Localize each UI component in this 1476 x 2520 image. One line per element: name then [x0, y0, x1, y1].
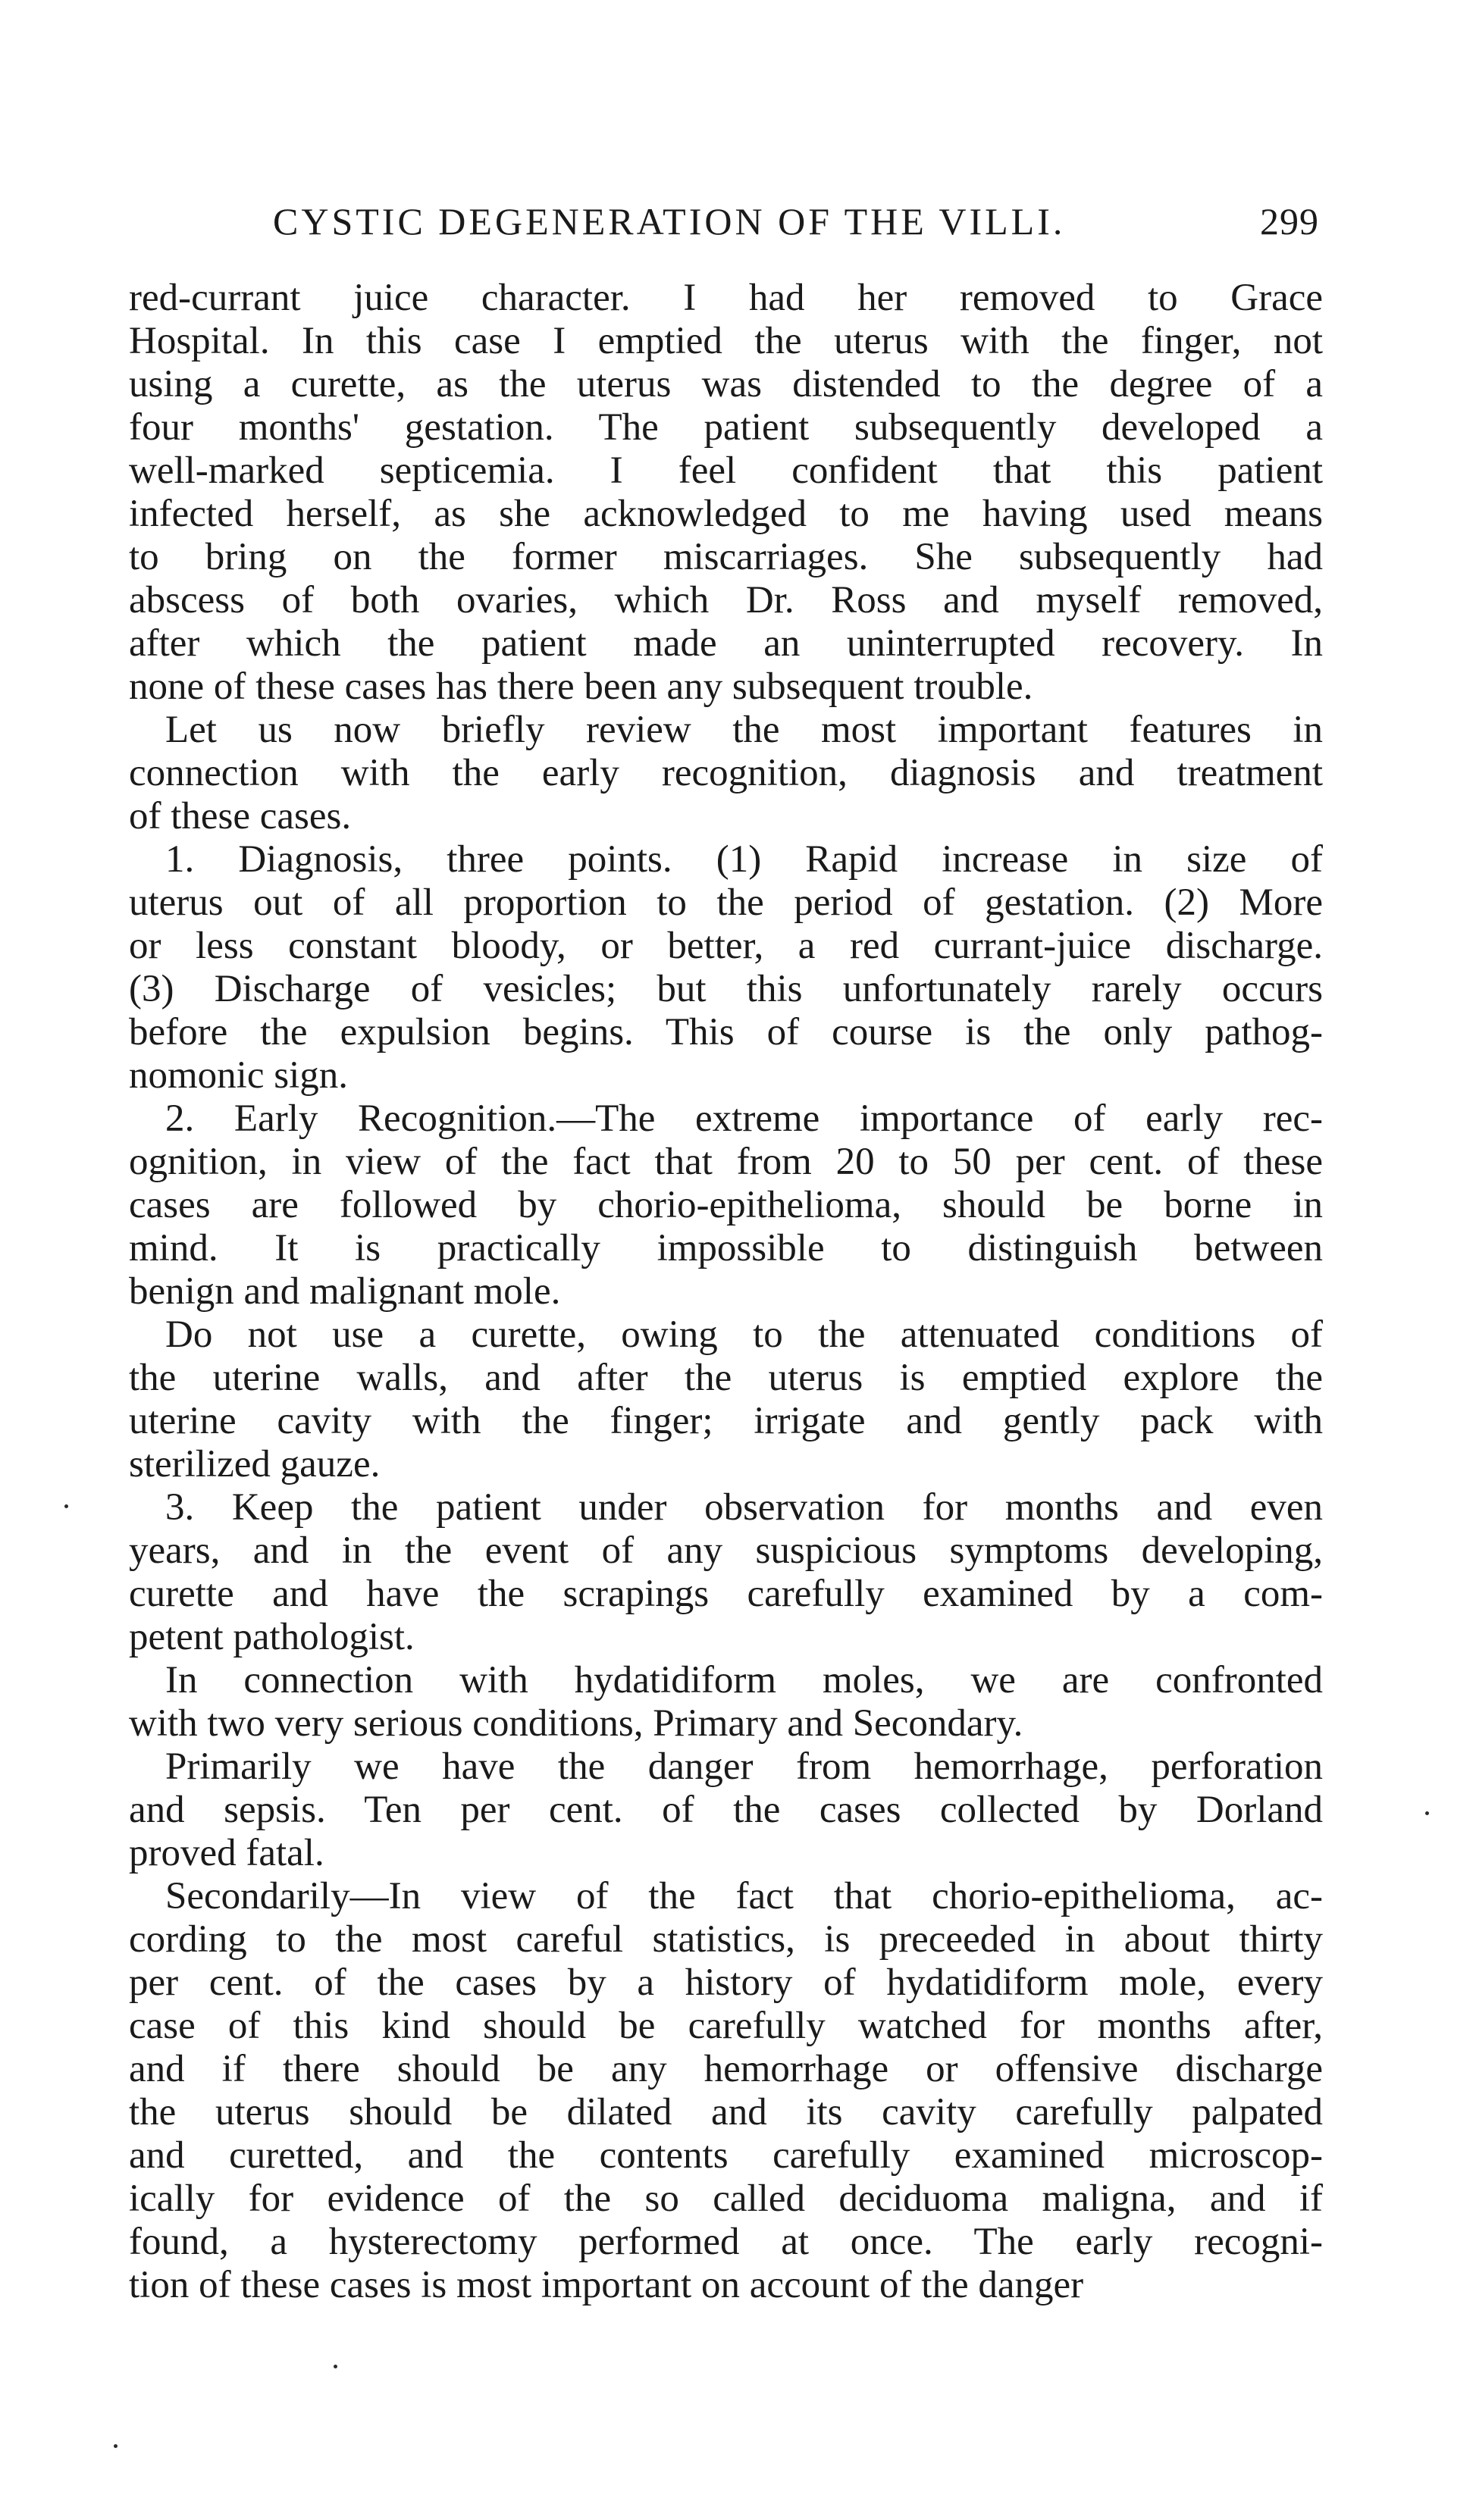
text-line: to bring on the former miscarriages. She subsequently had — [129, 536, 1323, 578]
text-line: benign and malignant mole. — [129, 1270, 561, 1313]
text-line: infected herself, as she acknowledged to me having used means — [129, 493, 1323, 535]
paragraph — [129, 1313, 1323, 1486]
text-line: Let us now briefly review the most important features in — [165, 709, 1323, 751]
text-line: tion of these cases is most important on account of the danger — [129, 2264, 1084, 2306]
text-line: or less constant bloody, or better, a red currant-juice discharge. — [129, 925, 1323, 967]
text-line: (3) Discharge of vesicles; but this unfortunately rarely occurs — [129, 968, 1323, 1010]
text-line: four months' gestation. The patient subsequently developed a — [129, 406, 1323, 449]
text-line: found, a hysterectomy performed at once. The early recogni- — [129, 2221, 1323, 2263]
text-line: ognition, in view of the fact that from 20 to 50 per cent. of these — [129, 1141, 1323, 1183]
text-line: petent pathologist. — [129, 1616, 415, 1658]
text-line: none of these cases has there been any subsequent trouble. — [129, 665, 1033, 708]
text-line: well-marked septicemia. I feel confident that this patient — [129, 449, 1323, 492]
text-line: Do not use a curette, owing to the attenuated conditions of — [165, 1313, 1323, 1356]
paragraph — [129, 1097, 1323, 1313]
paragraph — [129, 1659, 1323, 1745]
text-line: the uterine walls, and after the uterus is emptied explore the — [129, 1357, 1323, 1399]
text-line: with two very serious conditions, Primary and Secondary. — [129, 1702, 1023, 1745]
text-line: the uterus should be dilated and its cavity carefully palpated — [129, 2091, 1323, 2133]
text-line: using a curette, as the uterus was distended to the degree of a — [129, 363, 1323, 405]
text-line: case of this kind should be carefully watched for months after, — [129, 2005, 1323, 2047]
text-line: In connection with hydatidiform moles, we are confronted — [165, 1659, 1323, 1701]
text-line: and sepsis. Ten per cent. of the cases collected by Dorland — [129, 1789, 1323, 1831]
text-line: cording to the most careful statistics, is preceeded in about thirty — [129, 1918, 1323, 1961]
print-speck — [334, 2365, 337, 2368]
text-line: abscess of both ovaries, which Dr. Ross and myself removed, — [129, 579, 1323, 621]
paragraph — [129, 838, 1323, 1097]
text-line: of these cases. — [129, 795, 352, 837]
print-speck — [1425, 1811, 1429, 1815]
paragraph — [129, 709, 1323, 838]
text-line: per cent. of the cases by a history of hydatidiform mole, every — [129, 1961, 1323, 2004]
text-line: red-currant juice character. I had her removed to Grace — [129, 277, 1323, 319]
text-line: mind. It is practically impossible to distinguish between — [129, 1227, 1323, 1269]
print-speck — [114, 2444, 118, 2448]
text-line: 3. Keep the patient under observation for months and even — [165, 1486, 1323, 1529]
paragraph — [129, 277, 1323, 709]
text-line: and curetted, and the contents carefully examined microscop- — [129, 2134, 1323, 2177]
running-head — [273, 199, 1319, 244]
text-line: and if there should be any hemorrhage or offensive discharge — [129, 2048, 1323, 2090]
text-line: ically for evidence of the so called deciduoma maligna, and if — [129, 2177, 1323, 2220]
text-line: 1. Diagnosis, three points. (1) Rapid increase in size of — [165, 838, 1323, 881]
page-number: 299 — [1260, 200, 1319, 243]
paragraph — [129, 1486, 1323, 1659]
running-title: CYSTIC DEGENERATION OF THE VILLI. — [273, 200, 1066, 243]
print-speck — [64, 1504, 68, 1508]
body-text — [129, 277, 1323, 2307]
paragraph — [129, 1745, 1323, 1875]
text-line: before the expulsion begins. This of course is the only pathog- — [129, 1011, 1323, 1053]
text-line: sterilized gauze. — [129, 1443, 381, 1485]
text-line: connection with the early recognition, diagnosis and treatment — [129, 752, 1323, 794]
paragraph — [129, 1875, 1323, 2307]
text-line: Primarily we have the danger from hemorrhage, perforation — [165, 1745, 1323, 1788]
text-line: 2. Early Recognition.—The extreme importance of early rec- — [165, 1097, 1323, 1140]
text-line: uterine cavity with the finger; irrigate and gently pack with — [129, 1400, 1323, 1442]
text-line: uterus out of all proportion to the period of gestation. (2) More — [129, 881, 1323, 924]
text-line: years, and in the event of any suspicious symptoms developing, — [129, 1529, 1323, 1572]
text-line: curette and have the scrapings carefully examined by a com- — [129, 1573, 1323, 1615]
text-line: Hospital. In this case I emptied the uterus with the finger, not — [129, 320, 1323, 362]
text-line: proved fatal. — [129, 1832, 324, 1874]
text-line: cases are followed by chorio-epithelioma, should be borne in — [129, 1184, 1323, 1226]
text-line: nomonic sign. — [129, 1054, 348, 1097]
text-line: after which the patient made an uninterrupted recovery. In — [129, 622, 1323, 665]
text-line: Secondarily—In view of the fact that chorio-epithelioma, ac- — [165, 1875, 1323, 1917]
